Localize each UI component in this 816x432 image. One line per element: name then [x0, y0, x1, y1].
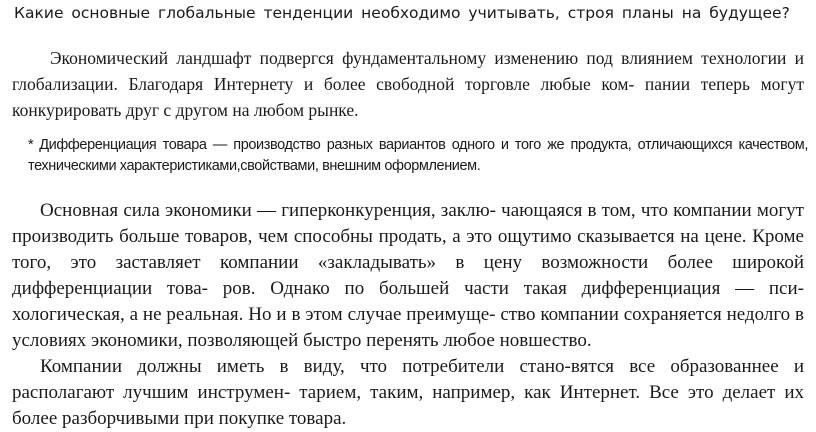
intro-paragraph: Экономический ландшафт подвергся фундаментальному изменению под влиянием технологии и глобализации. Благодаря Интернету и более свободной торговле любые ком- пании теперь могут конкурировать друг с другом на любом рынке.	[12, 48, 804, 120]
definition-note	[28, 135, 808, 177]
body-paragraph-2: Компании должны иметь в виду, что потребители стано-вятся все образованнее и располагают лучшим инструмен- тарием, таким, например, как Интернет. Все это делает их более разборчивыми при покупке товара.	[12, 356, 804, 429]
body-paragraph-1: Основная сила экономики — гиперконкуренция, заклю- чающаяся в том, что компании могут производить больше товаров, чем способны продать, а это ощутимо сказывается на цене. Кроме того, это заставляет компании «закладывать» в цену возможности более широкой дифференциации това- ров. Однако по большей части такая дифференциация — пси-хологическая, а не реальная. Но и в этом случае преимуще- ство компании сохраняется недолго в условиях экономики, позволяющей быстро перенять любое новшество.	[12, 200, 804, 351]
main-text	[12, 198, 804, 432]
page-heading: Какие основные глобальные тенденции необходимо учитывать, строя планы на будущее?	[14, 4, 790, 22]
note-bullet: *	[28, 137, 34, 153]
note-text: Дифференциация товара — производство разных вариантов одного и того же продукта, отличающихся качеством, техническими характеристиками,свойствами, внешним оформлением.	[28, 137, 808, 174]
